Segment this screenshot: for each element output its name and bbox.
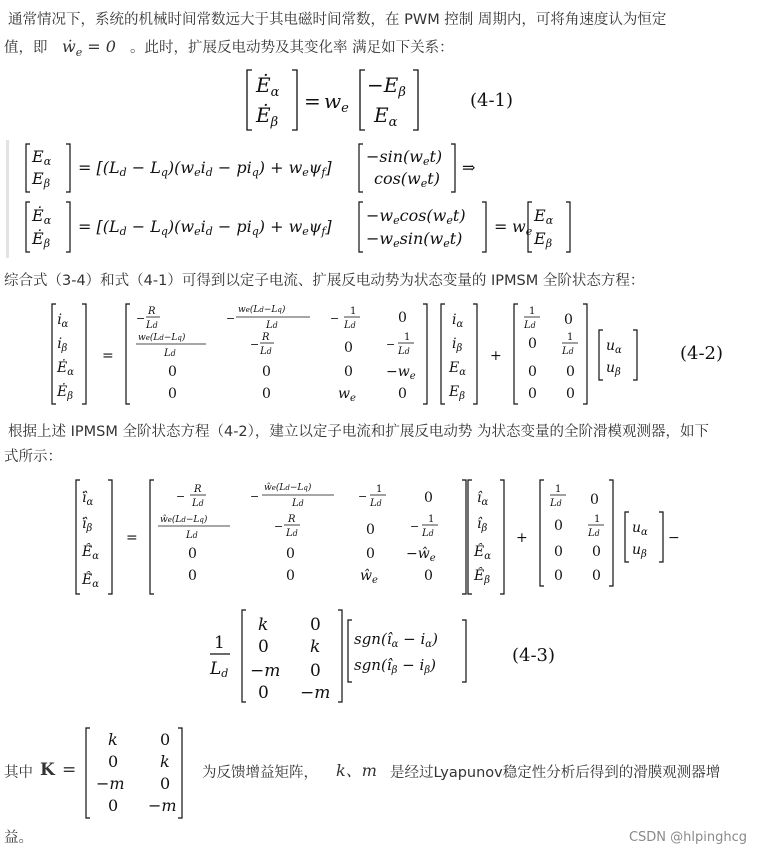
svg-text:0: 0	[286, 546, 295, 562]
paragraph-4-line-2: 益。	[4, 830, 33, 846]
svg-text:0: 0	[258, 637, 269, 657]
paragraph-3-line-2: 式所示：	[4, 449, 62, 465]
k-symbol: K	[40, 760, 55, 780]
svg-text:Eα: $E_\alpha$	[374, 103, 398, 130]
svg-text:−wecos(wet): −wecos(wet)	[366, 206, 466, 227]
svg-text:=: =	[304, 89, 321, 113]
svg-text:Ld: Ld	[146, 320, 158, 331]
svg-text:Ê̇α: $Ê̇_\alpha$	[82, 572, 99, 590]
svg-text:Êα: $Ê_\alpha$	[474, 544, 491, 562]
svg-text:Ld: Ld	[370, 498, 382, 509]
k-matrix-cell: 0	[160, 774, 171, 793]
svg-text:−: −	[176, 490, 186, 503]
paragraph-3-line-1: 根据上述 IPMSM 全阶状态方程（4-2），建立以定子电流和扩展反电动势 为状态变量的全阶滑模观测器，如下	[8, 424, 710, 440]
svg-text:−m: −m	[300, 683, 331, 703]
svg-text:1: 1	[376, 484, 383, 495]
k-matrix-cell: 0	[108, 796, 119, 815]
svg-text:R: R	[262, 332, 270, 343]
svg-text:cos(wet): cos(wet)	[374, 169, 440, 190]
derivation-line-2	[20, 198, 580, 256]
svg-text:1: 1	[555, 484, 562, 495]
paragraph-1-line-2-end: 。此时，扩展反电动势及其变化率 满足如下关系：	[130, 40, 454, 56]
svg-text:Ld: Ld	[210, 659, 229, 680]
svg-text:0: 0	[554, 568, 563, 584]
paragraph-4-end: 是经过Lyapunov稳定性分析后得到的滑膜观测器增	[390, 765, 721, 781]
k-matrix-cell: −m	[96, 774, 125, 793]
svg-text:0: 0	[310, 615, 321, 635]
svg-text:ŵe(Ld−Lq): ŵe(Ld−Lq)	[264, 483, 312, 493]
k-matrix	[80, 725, 190, 821]
svg-text:ŵe(Ld−Lq): ŵe(Ld−Lq)	[160, 515, 208, 525]
svg-text:iβ: $i_\beta$	[452, 336, 463, 354]
svg-text:we(Ld−Lq): we(Ld−Lq)	[138, 333, 186, 343]
k-equals: =	[62, 760, 77, 780]
svg-text:Eα: Eα	[32, 147, 52, 168]
svg-text:0: 0	[398, 310, 407, 326]
svg-text:1: 1	[404, 332, 411, 343]
svg-text:0: 0	[262, 386, 271, 402]
svg-text:0: 0	[554, 518, 563, 534]
svg-text:0: 0	[424, 490, 433, 506]
svg-text:Ld: Ld	[550, 498, 562, 509]
svg-text:−: −	[410, 520, 420, 533]
svg-text:îα: $î_\alpha$	[477, 490, 489, 508]
svg-text:0: 0	[592, 544, 601, 560]
svg-text:−: −	[330, 312, 340, 325]
svg-text:0: 0	[566, 386, 575, 402]
svg-text:0: 0	[566, 364, 575, 380]
svg-text:0: 0	[262, 364, 271, 380]
svg-text:ŵe: $ŵ_e$	[360, 568, 378, 586]
svg-text:sgn(îα − iα): $sgn(î_\alpha - i_\alpha)$	[354, 630, 438, 650]
svg-text:Ėα: Ėα	[32, 206, 52, 227]
quote-bar	[6, 140, 9, 258]
svg-text:uα: $u_\alpha$	[606, 338, 622, 356]
paragraph-2: 综合式（3-4）和式（4-1）可得到以定子电流、扩展反电动势为状态变量的 IPMSM 全阶状态方程：	[4, 273, 645, 289]
svg-text:0: 0	[528, 336, 537, 352]
inline-math-k-m: k、m	[336, 761, 377, 780]
svg-text:0: 0	[590, 492, 599, 508]
svg-text:0: 0	[424, 568, 433, 584]
derivation-line-1	[20, 140, 490, 196]
svg-text:−: −	[274, 520, 284, 533]
svg-text:uα: $u_\alpha$	[632, 520, 648, 538]
svg-text:−: −	[250, 490, 260, 503]
svg-text:Eβ: Eβ	[32, 169, 51, 190]
paragraph-4-start: 其中	[4, 765, 33, 781]
svg-text:⇒: ⇒	[462, 158, 476, 177]
k-matrix-cell: k	[160, 752, 170, 771]
svg-text:−: −	[226, 312, 236, 325]
svg-text:î̇β: $î̇_\beta$	[82, 516, 93, 534]
svg-text:+: +	[490, 348, 502, 364]
svg-text:0: 0	[188, 546, 197, 562]
svg-text:Ld: Ld	[266, 320, 278, 331]
svg-text:−sin(wet): −sin(wet)	[366, 147, 443, 168]
svg-text:Êβ: $Ê_\beta$	[474, 568, 491, 586]
paragraph-4-middle: 为反馈增益矩阵，	[202, 765, 318, 781]
svg-text:Ld: Ld	[192, 498, 204, 509]
svg-text:1: 1	[529, 306, 536, 317]
svg-text:1: 1	[428, 514, 435, 525]
svg-text:Ėβ: $Ė_\beta$	[256, 103, 279, 130]
svg-text:Ld: Ld	[164, 348, 176, 359]
svg-text:1: 1	[594, 514, 601, 525]
svg-text:we: we	[512, 217, 533, 238]
svg-text:0: 0	[564, 312, 573, 328]
svg-text:Eβ: Eβ	[534, 229, 553, 250]
svg-text:Eα: $E_\alpha$	[449, 360, 466, 378]
svg-text:−: −	[136, 312, 146, 325]
svg-text:Ld: Ld	[260, 346, 272, 357]
k-matrix-cell: −m	[148, 796, 177, 815]
svg-text:0: 0	[592, 568, 601, 584]
svg-text:= [(Ld − Lq)(weid − piq) + weψ: = [(Ld − Lq)(weid − piq) + weψf]	[78, 217, 332, 238]
svg-text:1: 1	[350, 306, 357, 317]
svg-text:0: 0	[366, 546, 375, 562]
svg-text:−m: −m	[250, 661, 281, 681]
svg-text:î̇α: $î̇_\alpha$	[82, 490, 94, 508]
svg-text:0: 0	[258, 683, 269, 703]
svg-text:Ld: Ld	[286, 528, 298, 539]
svg-text:sgn(îβ − iβ): $sgn(î_\beta - i_\beta)$	[354, 656, 436, 676]
svg-text:+: +	[516, 530, 528, 546]
svg-text:k: k	[310, 637, 321, 657]
equation-4-2	[48, 300, 648, 408]
svg-text:−Eβ: $-E_\beta$	[367, 73, 406, 100]
svg-text:=: =	[494, 217, 508, 236]
k-matrix-cell: 0	[108, 752, 119, 771]
svg-text:−: −	[250, 338, 260, 351]
svg-text:we: $w_e$	[324, 89, 349, 116]
svg-text:0: 0	[528, 386, 537, 402]
svg-text:0: 0	[310, 661, 321, 681]
svg-text:Ėβ: Ėβ	[32, 229, 51, 250]
svg-text:i̇β: $i̇_\beta$	[57, 336, 68, 354]
equation-4-1-label: (4-1)	[470, 90, 514, 111]
svg-text:we: $w_e$	[338, 386, 356, 404]
paragraph-1-line-2-start: 值，即	[4, 40, 48, 56]
svg-text:i̇α: $i̇_\alpha$	[57, 312, 69, 330]
svg-text:−we: $-w_e$	[386, 364, 416, 382]
svg-text:0: 0	[554, 544, 563, 560]
svg-text:0: 0	[366, 522, 375, 538]
svg-text:Ld: Ld	[588, 528, 600, 539]
svg-text:R: R	[194, 484, 202, 495]
equation-4-3-label: (4-3)	[512, 645, 556, 666]
svg-text:Ld: Ld	[398, 346, 410, 357]
svg-text:uβ: $u_\beta$	[606, 360, 621, 378]
svg-text:−: −	[386, 338, 396, 351]
svg-text:Ėβ: $Ė_\beta$	[57, 384, 74, 402]
svg-text:we(Ld−Lq): we(Ld−Lq)	[238, 305, 286, 315]
svg-text:1: 1	[567, 332, 574, 343]
svg-text:0: 0	[344, 340, 353, 356]
equation-4-3-top	[72, 476, 692, 598]
paragraph-1-line-1: 通常情况下，系统的机械时间常数远大于其电磁时间常数，在 PWM 控制 周期内，可将角速度认为恒定	[8, 12, 667, 28]
k-matrix-cell: 0	[160, 730, 171, 749]
svg-text:−wesin(wet): −wesin(wet)	[366, 229, 463, 250]
svg-text:−ŵe: $-ŵ_e$	[406, 546, 436, 564]
svg-text:Ld: Ld	[186, 530, 198, 541]
svg-text:Ėα: $Ė_\alpha$	[57, 360, 74, 378]
svg-text:0: 0	[168, 386, 177, 402]
svg-text:Ėα: $Ė_\alpha$	[256, 73, 280, 100]
svg-text:0: 0	[344, 364, 353, 380]
svg-text:−: −	[358, 490, 368, 503]
svg-text:=: =	[126, 530, 138, 546]
svg-text:Eβ: $E_\beta$	[449, 384, 466, 402]
svg-text:−: −	[668, 530, 680, 546]
equation-4-3-bottom	[200, 606, 490, 706]
svg-text:Ld: Ld	[292, 498, 304, 509]
svg-text:uβ: $u_\beta$	[632, 542, 647, 560]
svg-text:0: 0	[398, 386, 407, 402]
svg-text:=: =	[102, 348, 114, 364]
svg-text:Ld: Ld	[422, 528, 434, 539]
svg-text:iα: $i_\alpha$	[452, 312, 464, 330]
equation-4-2-label: (4-2)	[680, 343, 724, 364]
svg-text:0: 0	[286, 568, 295, 584]
svg-text:R: R	[148, 306, 156, 317]
k-matrix-cell: k	[108, 730, 118, 749]
svg-text:0: 0	[188, 568, 197, 584]
svg-text:Eα: Eα	[534, 206, 554, 227]
inline-math-we-dot: ẇ$_e$ = 0	[62, 37, 116, 60]
svg-text:1: 1	[214, 633, 225, 653]
svg-text:R: R	[288, 514, 296, 525]
svg-text:0: 0	[528, 364, 537, 380]
svg-text:= [(Ld − Lq)(weid − piq) + weψ: = [(Ld − Lq)(weid − piq) + weψf]	[78, 158, 332, 179]
svg-text:Ld: Ld	[344, 320, 356, 331]
csdn-watermark: CSDN @hlpinghcg	[628, 830, 747, 845]
svg-text:Ê̇α: $Ê̇_\alpha$	[82, 544, 99, 562]
svg-text:îβ: $î_\beta$	[477, 516, 488, 534]
svg-text:Ld: Ld	[562, 346, 574, 357]
svg-text:0: 0	[168, 364, 177, 380]
svg-text:Ld: Ld	[524, 320, 536, 331]
svg-text:k: k	[258, 615, 269, 635]
